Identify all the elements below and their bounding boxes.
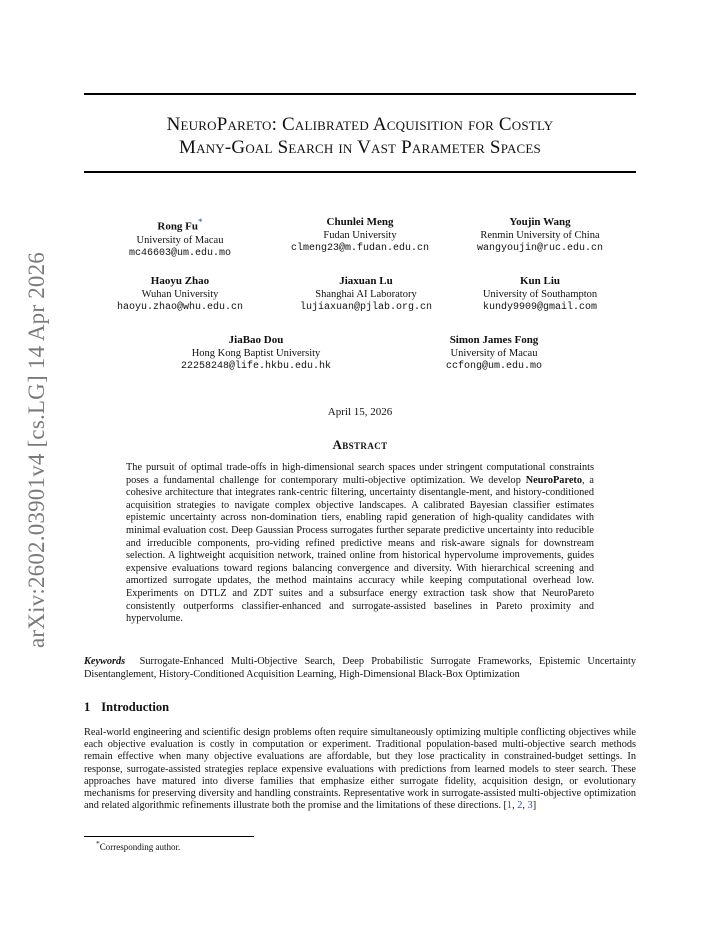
author-name: Jiaxuan Lu	[339, 275, 393, 287]
citation-separator: ,	[512, 800, 518, 812]
abstract-text-start: The pursuit of optimal trade-offs in high-dimensional search spaces under stringent computational constraints poses a fundamental challenge for contemporary multi-objective optimization. We develop	[126, 462, 594, 486]
section-heading-introduction	[84, 700, 169, 715]
title-line-1: NeuroPareto: Calibrated Acquisition for Costly	[166, 114, 554, 135]
author-name: JiaBao Dou	[228, 334, 284, 346]
citation-bracket: ]	[532, 800, 537, 812]
author-affiliation: Renmin University of China	[480, 230, 600, 241]
abstract-text-rest: , a cohesive architecture that integrates rank-centric filtering, uncertainty disentangle-ment, and history-conditioned acquisition strategies to navigate complex objective landscapes. A calibrated Bayesian classifier estimates epistemic uncertainty across non-domination tiers, enabling rapid generation of high-quality candidates with minimal evaluation cost. Deep Gaussian Process surrogates further separate predictive uncertainty into reducible and irreducible components, pro-viding refined predictive means and risk-aware signals for downstream selection. A lightweight acquisition network, trained online from historical hypervolume improvements, guides expensive evaluations toward regions balancing convergence and diversity. With hierarchical screening and amortized surrogate updates, the method maintains accuracy while keeping computational overhead low. Experiments on DTLZ and ZDT suites and a subsurface energy extraction task show that NeuroPareto consistently outperforms classifier-enhanced and surrogate-assisted baselines in Pareto proximity and hypervolume.	[126, 474, 595, 625]
author-name: Simon James Fong	[449, 334, 539, 346]
citation-link-1[interactable]: 1	[506, 800, 513, 812]
author-email: clmeng23@m.fudan.edu.cn	[290, 243, 430, 254]
author-affiliation: Shanghai AI Laboratory	[315, 289, 417, 300]
keywords-label: Keywords	[84, 656, 126, 667]
author-affiliation: University of Southampton	[482, 289, 598, 300]
citation-link-3[interactable]: 3	[527, 800, 533, 812]
author-name: Kun Liu	[519, 275, 561, 287]
section-number: 1	[84, 700, 91, 714]
author-name: Rong Fu	[157, 220, 199, 233]
corresponding-author-mark[interactable]: *	[198, 217, 203, 227]
author-email: wangyoujin@ruc.edu.cn	[476, 243, 604, 254]
paper-title	[84, 113, 636, 159]
title-rule-bottom	[84, 171, 636, 173]
footnote-mark: *	[96, 839, 100, 848]
author-email: ccfong@um.edu.mo	[445, 361, 542, 372]
author-name: Youjin Wang	[509, 216, 571, 228]
author-affiliation: Wuhan University	[141, 289, 219, 300]
author-block	[450, 216, 630, 255]
abstract-body	[126, 462, 594, 626]
author-affiliation: Hong Kong Baptist University	[191, 348, 321, 359]
author-affiliation: University of Macau	[450, 348, 538, 359]
author-affiliation: Fudan University	[323, 230, 397, 241]
author-email: lujiaxuan@pjlab.org.cn	[299, 302, 433, 313]
author-name: Chunlei Meng	[326, 216, 394, 228]
keywords-text: Surrogate-Enhanced Multi-Objective Search, Deep Probabilistic Surrogate Frameworks, Epistemic Uncertainty Disentanglement, History-Conditioned Acquisition Learning, High-Dimensional Black-Box Optimization	[84, 656, 636, 680]
author-block	[270, 216, 450, 255]
author-email: haoyu.zhao@whu.edu.cn	[116, 302, 244, 313]
author-affiliation: University of Macau	[136, 234, 224, 246]
footnote-rule	[84, 836, 254, 837]
footnote	[96, 839, 180, 852]
citation-link-2[interactable]: 2	[517, 800, 523, 812]
method-name: NeuroPareto	[525, 474, 582, 486]
keywords-paragraph	[84, 656, 636, 681]
author-block	[166, 334, 346, 373]
introduction-paragraph	[84, 727, 636, 812]
arxiv-sidebar	[22, 240, 52, 660]
author-block	[450, 275, 630, 314]
publication-date: April 15, 2026	[327, 406, 393, 418]
section-title: Introduction	[101, 700, 170, 714]
author-email: kundy9909@gmail.com	[482, 302, 598, 313]
author-email: mc46603@um.edu.mo	[128, 247, 232, 259]
citation-bracket: [	[503, 800, 507, 812]
author-block	[90, 216, 270, 260]
footnote-text: Corresponding author.	[99, 842, 181, 852]
introduction-text: Real-world engineering and scientific design problems often require simultaneously optimizing multiple conflicting objectives while each objective evaluation is costly in computation or experiment. Traditional population-based multi-objective search methods remain effective when many objective evaluations are affordable, but they lose practicality in constrained-budget settings. In response, surrogate-assisted strategies replace expensive evaluations with predictions from learned models to steer search. These approaches have matured into diverse families that emphasize either surrogate fidelity, acquisition design, or evolutionary mechanisms for preserving diversity and handling constraints. Representative work in surrogate-assisted multi-objective optimization and related algorithmic refinements illustrate both the promise and the limitations of these directions.	[84, 727, 636, 812]
title-rule-top	[84, 93, 636, 95]
author-name: Haoyu Zhao	[150, 275, 210, 287]
author-block	[90, 275, 270, 314]
title-line-2: Many-Goal Search in Vast Parameter Spaces	[179, 137, 541, 158]
abstract-heading: Abstract	[332, 437, 388, 452]
author-email: 22258248@life.hkbu.edu.hk	[180, 361, 332, 372]
author-block	[276, 275, 456, 314]
arxiv-identifier: arXiv:2602.03901v4 [cs.LG] 14 Apr 2026	[24, 252, 49, 648]
author-block	[404, 334, 584, 373]
citation-separator: ,	[522, 800, 528, 812]
